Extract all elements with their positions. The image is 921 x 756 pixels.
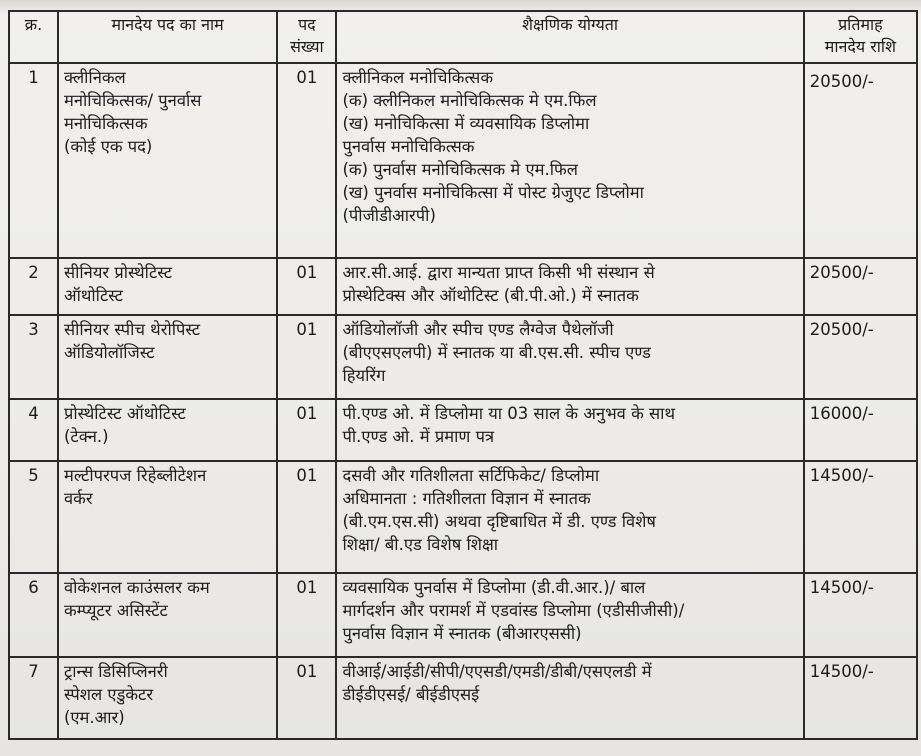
table-row — [9, 315, 917, 399]
post-cell — [58, 63, 277, 258]
qualification-line: (क) पुनर्वास मनोचिकित्सक मे एम.फिल — [342, 160, 578, 179]
qualification-line: पी.एण्ड ओ. में डिप्लोमा या 03 साल के अनुभव के साथ — [342, 404, 675, 423]
qualification-line: (पीजीडीआरपी) — [342, 206, 436, 225]
header-salary-line: प्रतिमाह — [838, 15, 883, 34]
qualification-line: डीईडीएसई/ बीईडीएसई — [342, 685, 480, 704]
salary-cell: 20500/- — [804, 315, 917, 399]
qualification-line: मार्गदर्शन और परामर्श में एडवांस्ड डिप्लोमा (एडीसीजीसी)/ — [342, 601, 685, 620]
post-cell — [58, 461, 277, 573]
qualification-line: हियरिंग — [342, 366, 386, 385]
post-line: सीनियर प्रोस्थेटिस्ट — [63, 263, 173, 282]
count-cell: 01 — [277, 315, 336, 399]
qualification-cell — [336, 461, 803, 573]
table-row — [9, 63, 917, 258]
header-qualification: शैक्षणिक योग्यता — [336, 11, 803, 63]
post-line: मल्टीपरपज रिहेब्लीटेशन — [63, 466, 207, 485]
count-cell: 01 — [277, 461, 336, 573]
qualification-line: पुनर्वास विज्ञान में स्नातक (बीआरएससी) — [342, 624, 582, 643]
salary-cell: 14500/- — [804, 657, 917, 739]
header-row — [9, 11, 917, 63]
salary-cell: 14500/- — [804, 573, 917, 657]
post-line: वोकेशनल काउंसलर कम — [63, 578, 210, 597]
post-line: सीनियर स्पीच थेरोपिस्ट — [63, 320, 201, 339]
post-line: वर्कर — [63, 489, 93, 508]
qualification-cell — [336, 315, 803, 399]
table-row — [9, 461, 917, 573]
post-cell — [58, 258, 277, 315]
post-line: ट्रान्स डिसिप्लिनरी — [63, 662, 168, 681]
qualification-line: शिक्षा/ बी.एड विशेष शिक्षा — [342, 535, 499, 554]
qualification-line: (ख) पुनर्वास मनोचिकित्सा में पोस्ट ग्रेजुएट डिप्लोमा — [342, 183, 644, 202]
count-cell: 01 — [277, 573, 336, 657]
qualification-line: (बीएएसएलपी) में स्नातक या बी.एस.सी. स्पीच एण्ड — [342, 343, 651, 362]
qualification-line: (ख) मनोचिकित्सा में व्यवसायिक डिप्लोमा — [342, 114, 590, 133]
count-cell: 01 — [277, 258, 336, 315]
qualification-line: क्लीनिकल मनोचिकित्सक — [342, 68, 494, 87]
post-line: मनोचिकित्सक/ पुनर्वास — [63, 91, 202, 110]
post-line: प्रोस्थेटिस्ट ऑथोटिस्ट — [63, 404, 186, 423]
post-line: स्पेशल एडुकेटर — [63, 685, 154, 704]
header-salary — [804, 11, 917, 63]
qualification-line: (क) क्लीनिकल मनोचिकित्सक मे एम.फिल — [342, 91, 597, 110]
post-line: कम्प्यूटर असिस्टेंट — [63, 601, 168, 620]
header-post-count-line: संख्या — [290, 37, 324, 56]
qualification-line: व्यवसायिक पुनर्वास में डिप्लोमा (डी.वी.आर.)/ बाल — [342, 578, 646, 597]
salary-cell: 14500/- — [804, 461, 917, 573]
qualification-line: आर.सी.आई. द्वारा मान्यता प्राप्त किसी भी संस्थान से — [342, 263, 655, 282]
serial-cell: 7 — [9, 657, 58, 739]
table-row — [9, 573, 917, 657]
post-line: (एम.आर) — [63, 708, 125, 727]
table-row — [9, 399, 917, 461]
qualification-line: पुनर्वास मनोचिकित्सक — [342, 137, 475, 156]
qualification-cell — [336, 657, 803, 739]
post-cell — [58, 657, 277, 739]
qualification-cell — [336, 258, 803, 315]
post-cell — [58, 315, 277, 399]
post-line: मनोचिकित्सक — [63, 114, 148, 133]
table-row — [9, 258, 917, 315]
qualification-cell — [336, 399, 803, 461]
count-cell: 01 — [277, 63, 336, 258]
qualification-line: पी.एण्ड ओ. में प्रमाण पत्र — [342, 427, 495, 446]
header-post-count-line: पद — [298, 15, 316, 34]
header-post-name: मानदेय पद का नाम — [58, 11, 277, 63]
post-line: (कोई एक पद) — [63, 137, 153, 156]
qualification-cell — [336, 573, 803, 657]
serial-cell: 2 — [9, 258, 58, 315]
qualification-line: (बी.एम.एस.सी) अथवा दृष्टिबाधित में डी. एण्ड विशेष — [342, 512, 656, 531]
post-line: (टेक्न.) — [63, 427, 109, 446]
serial-cell: 5 — [9, 461, 58, 573]
qualification-line: प्रोस्थेटिक्स और ऑथोटिस्ट (बी.पी.ओ.) में स्नातक — [342, 286, 639, 305]
post-line: ऑथोटिस्ट — [63, 286, 123, 305]
serial-cell: 3 — [9, 315, 58, 399]
post-line: ऑडियोलॉजिस्ट — [63, 343, 155, 362]
salary-cell: 20500/- — [804, 63, 917, 258]
qualification-line: अधिमानता : गतिशीलता विज्ञान में स्नातक — [342, 489, 591, 508]
header-serial: क्र. — [9, 11, 58, 63]
count-cell: 01 — [277, 399, 336, 461]
serial-cell: 6 — [9, 573, 58, 657]
salary-cell: 16000/- — [804, 399, 917, 461]
serial-cell: 1 — [9, 63, 58, 258]
qualification-cell — [336, 63, 803, 258]
qualification-line: दसवी और गतिशीलता सर्टिफिकेट/ डिप्लोमा — [342, 466, 600, 485]
serial-cell: 4 — [9, 399, 58, 461]
salary-cell: 20500/- — [804, 258, 917, 315]
post-line: क्लीनिकल — [63, 68, 126, 87]
post-cell — [58, 399, 277, 461]
qualification-line: वीआई/आईडी/सीपी/एएसडी/एमडी/डीबी/एसएलडी में — [342, 662, 652, 681]
posts-table — [8, 10, 918, 740]
count-cell: 01 — [277, 657, 336, 739]
header-post-count — [277, 11, 336, 63]
table-row — [9, 657, 917, 739]
post-cell — [58, 573, 277, 657]
header-salary-line: मानदेय राशि — [824, 37, 896, 56]
qualification-line: ऑडियोलॉजी और स्पीच एण्ड लैग्वेज पैथेलॉजी — [342, 320, 614, 339]
